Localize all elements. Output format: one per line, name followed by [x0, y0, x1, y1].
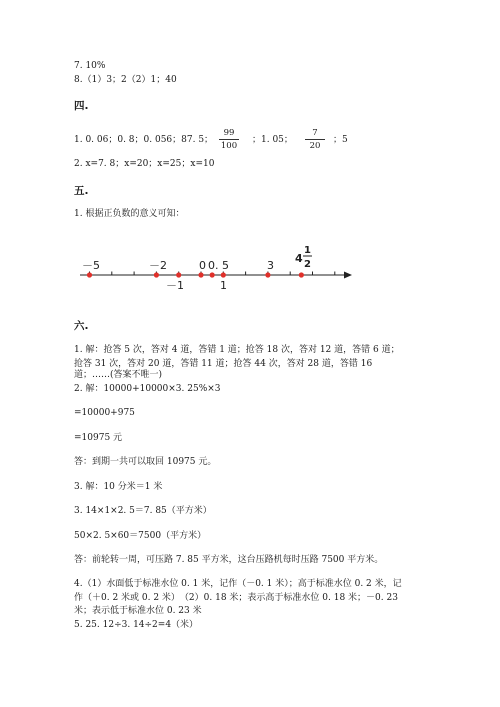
answer-8: 8.（1）3；2（2）1；40	[74, 75, 177, 85]
answer-4-2: 2. x=7. 8；x=20；x=25；x=10	[74, 159, 215, 169]
answer-4-1-part-c: ；5	[333, 135, 348, 145]
label-1: 1	[220, 279, 227, 292]
number-line-point	[210, 272, 215, 277]
answer-6-2-line-4: 答：到期一共可以取回 10975 元。	[74, 457, 217, 467]
answer-6-3-line-4: 答：前轮转一周，可压路 7. 85 平方米，这台压路机每时压路 7500 平方米。	[74, 555, 384, 565]
label-mixed-denominator: 2	[304, 259, 311, 270]
number-line-point	[198, 272, 203, 277]
label-minus-2: －2	[149, 259, 167, 272]
answer-6-2-line-3: =10975 元	[74, 433, 123, 443]
number-line-point	[265, 272, 270, 277]
label-minus-5: －5	[82, 259, 100, 272]
number-line-point	[221, 272, 226, 277]
answer-6-3-line-1: 3. 解：10 分米＝1 米	[74, 482, 163, 492]
fraction-denominator: 100	[220, 141, 238, 151]
section-heading-5: 五.	[74, 185, 89, 197]
fraction-denominator: 20	[309, 141, 321, 151]
answer-6-2-line-1: 2. 解：10000+10000×3. 25%×3	[74, 384, 221, 394]
answer-6-1-line-2: 抢答 31 次，答对 20 道，答错 11 道；抢答 44 次，答对 28 道，答错 16	[74, 359, 373, 369]
label-0: 0	[199, 259, 206, 272]
answer-5-1: 1. 根据正负数的意义可知：	[74, 209, 185, 219]
number-line-point	[154, 272, 159, 277]
label-3: 3	[267, 259, 274, 272]
label-mixed-whole-4: 4	[295, 252, 303, 265]
fraction-numerator: 99	[223, 128, 235, 138]
answer-6-3-line-2: 3. 14×1×2. 5＝7. 85（平方米）	[74, 506, 212, 516]
answer-4-1-part-b: ；1. 05；	[252, 135, 293, 145]
number-line-point	[176, 272, 181, 277]
fraction-numerator: 7	[312, 128, 318, 138]
answer-7: 7. 10%	[74, 61, 106, 71]
answer-6-4-line-1: 4.（1）水面低于标准水位 0. 1 米，记作（－0. 1 米）；高于标准水位 0. 2 米，记	[74, 579, 402, 589]
number-line-point	[87, 272, 92, 277]
number-line-point	[299, 272, 304, 277]
label-mixed-numerator: 1	[304, 245, 311, 256]
answer-6-4-line-2: 作（＋0. 2 米或 0. 2 米） （2）0. 18 米；表示高于标准水位 0. 18 米；－0. 23	[74, 593, 398, 603]
answer-6-5: 5. 25. 12÷3. 14÷2=4（米）	[74, 620, 199, 630]
number-line-arrow	[344, 272, 352, 279]
answer-6-4-line-3: 米；表示低于标准水位 0. 23 米	[74, 606, 202, 616]
answer-6-3-line-3: 50×2. 5×60＝7500（平方米）	[74, 531, 207, 541]
answer-4-1-part-a: 1. 0. 06；0. 8；0. 056；87. 5；	[74, 135, 214, 145]
answer-6-1-line-3: 道；……(答案不唯一)	[74, 370, 163, 380]
label-0-5: 0. 5	[208, 259, 229, 272]
section-heading-4: 四.	[74, 100, 89, 112]
label-minus-1: －1	[166, 279, 184, 292]
answer-6-1-line-1: 1. 解：抢答 5 次，答对 4 道，答错 1 道；抢答 18 次，答对 12 道，答错 6 道；	[74, 345, 400, 355]
answer-6-2-line-2: =10000+975	[74, 408, 135, 418]
section-heading-6: 六.	[74, 320, 89, 332]
number-line	[0, 0, 500, 300]
